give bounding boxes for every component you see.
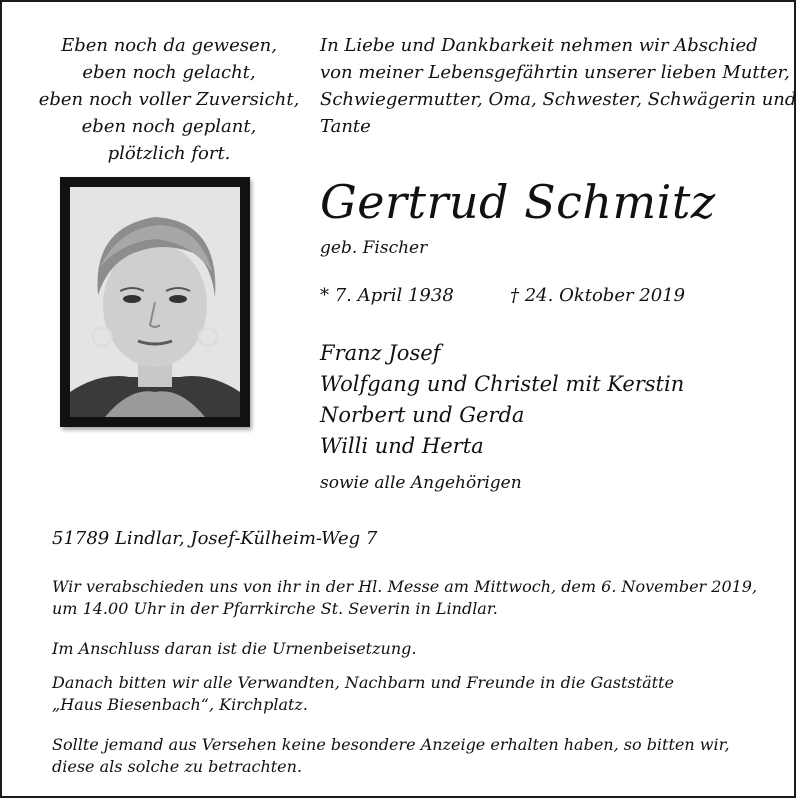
intro-line: Tante (320, 116, 371, 137)
intro-line: von meiner Lebensgefährtin unserer lieben Mutter, (320, 62, 790, 83)
relatives-note: sowie alle Angehörigen (320, 473, 522, 493)
family-member: Wolfgang und Christel mit Kerstin (320, 372, 685, 396)
gathering-line: „Haus Biesenbach“, Kirchplatz. (52, 695, 308, 714)
family-members (320, 338, 684, 462)
urn-info (52, 638, 772, 660)
gathering-line: Danach bitten wir alle Verwandten, Nachbarn und Freunde in die Gaststätte (52, 673, 674, 692)
portrait-photo-frame (60, 177, 250, 427)
death-date: † 24. Oktober 2019 (510, 285, 686, 306)
poem-line: eben noch voller Zuversicht, (38, 89, 300, 110)
poem (32, 32, 306, 167)
intro-line: In Liebe und Dankbarkeit nehmen wir Abschied (320, 35, 758, 56)
notice-line: diese als solche zu betrachten. (52, 757, 303, 776)
portrait-illustration (70, 187, 240, 417)
portrait-photo (70, 187, 240, 417)
family-member: Franz Josef (320, 341, 441, 365)
gathering-info (52, 672, 772, 716)
family-member: Norbert und Gerda (320, 403, 525, 427)
notice-info (52, 734, 772, 778)
mass-line: um 14.00 Uhr in der Pfarrkirche St. Severin in Lindlar. (52, 599, 498, 618)
poem-line: eben noch gelacht, (82, 62, 256, 83)
mass-line: Wir verabschieden uns von ihr in der Hl. Messe am Mittwoch, dem 6. November 2019, (52, 577, 758, 596)
intro-text (320, 32, 797, 140)
born-name: geb. Fischer (320, 238, 428, 258)
poem-line: Eben noch da gewesen, (61, 35, 277, 56)
poem-line: plötzlich fort. (107, 143, 231, 164)
urn-line: Im Anschluss daran ist die Urnenbeisetzung. (52, 639, 417, 658)
address: 51789 Lindlar, Josef-Külheim-Weg 7 (52, 528, 378, 549)
notice-line: Sollte jemand aus Versehen keine besondere Anzeige erhalten haben, so bitten wir, (52, 735, 730, 754)
deceased-name: Gertrud Schmitz (320, 175, 716, 229)
mass-info (52, 576, 772, 620)
birth-date: * 7. April 1938 (320, 285, 454, 306)
intro-line: Schwiegermutter, Oma, Schwester, Schwägerin und (320, 89, 797, 110)
family-member: Willi und Herta (320, 434, 484, 458)
poem-line: eben noch geplant, (81, 116, 257, 137)
